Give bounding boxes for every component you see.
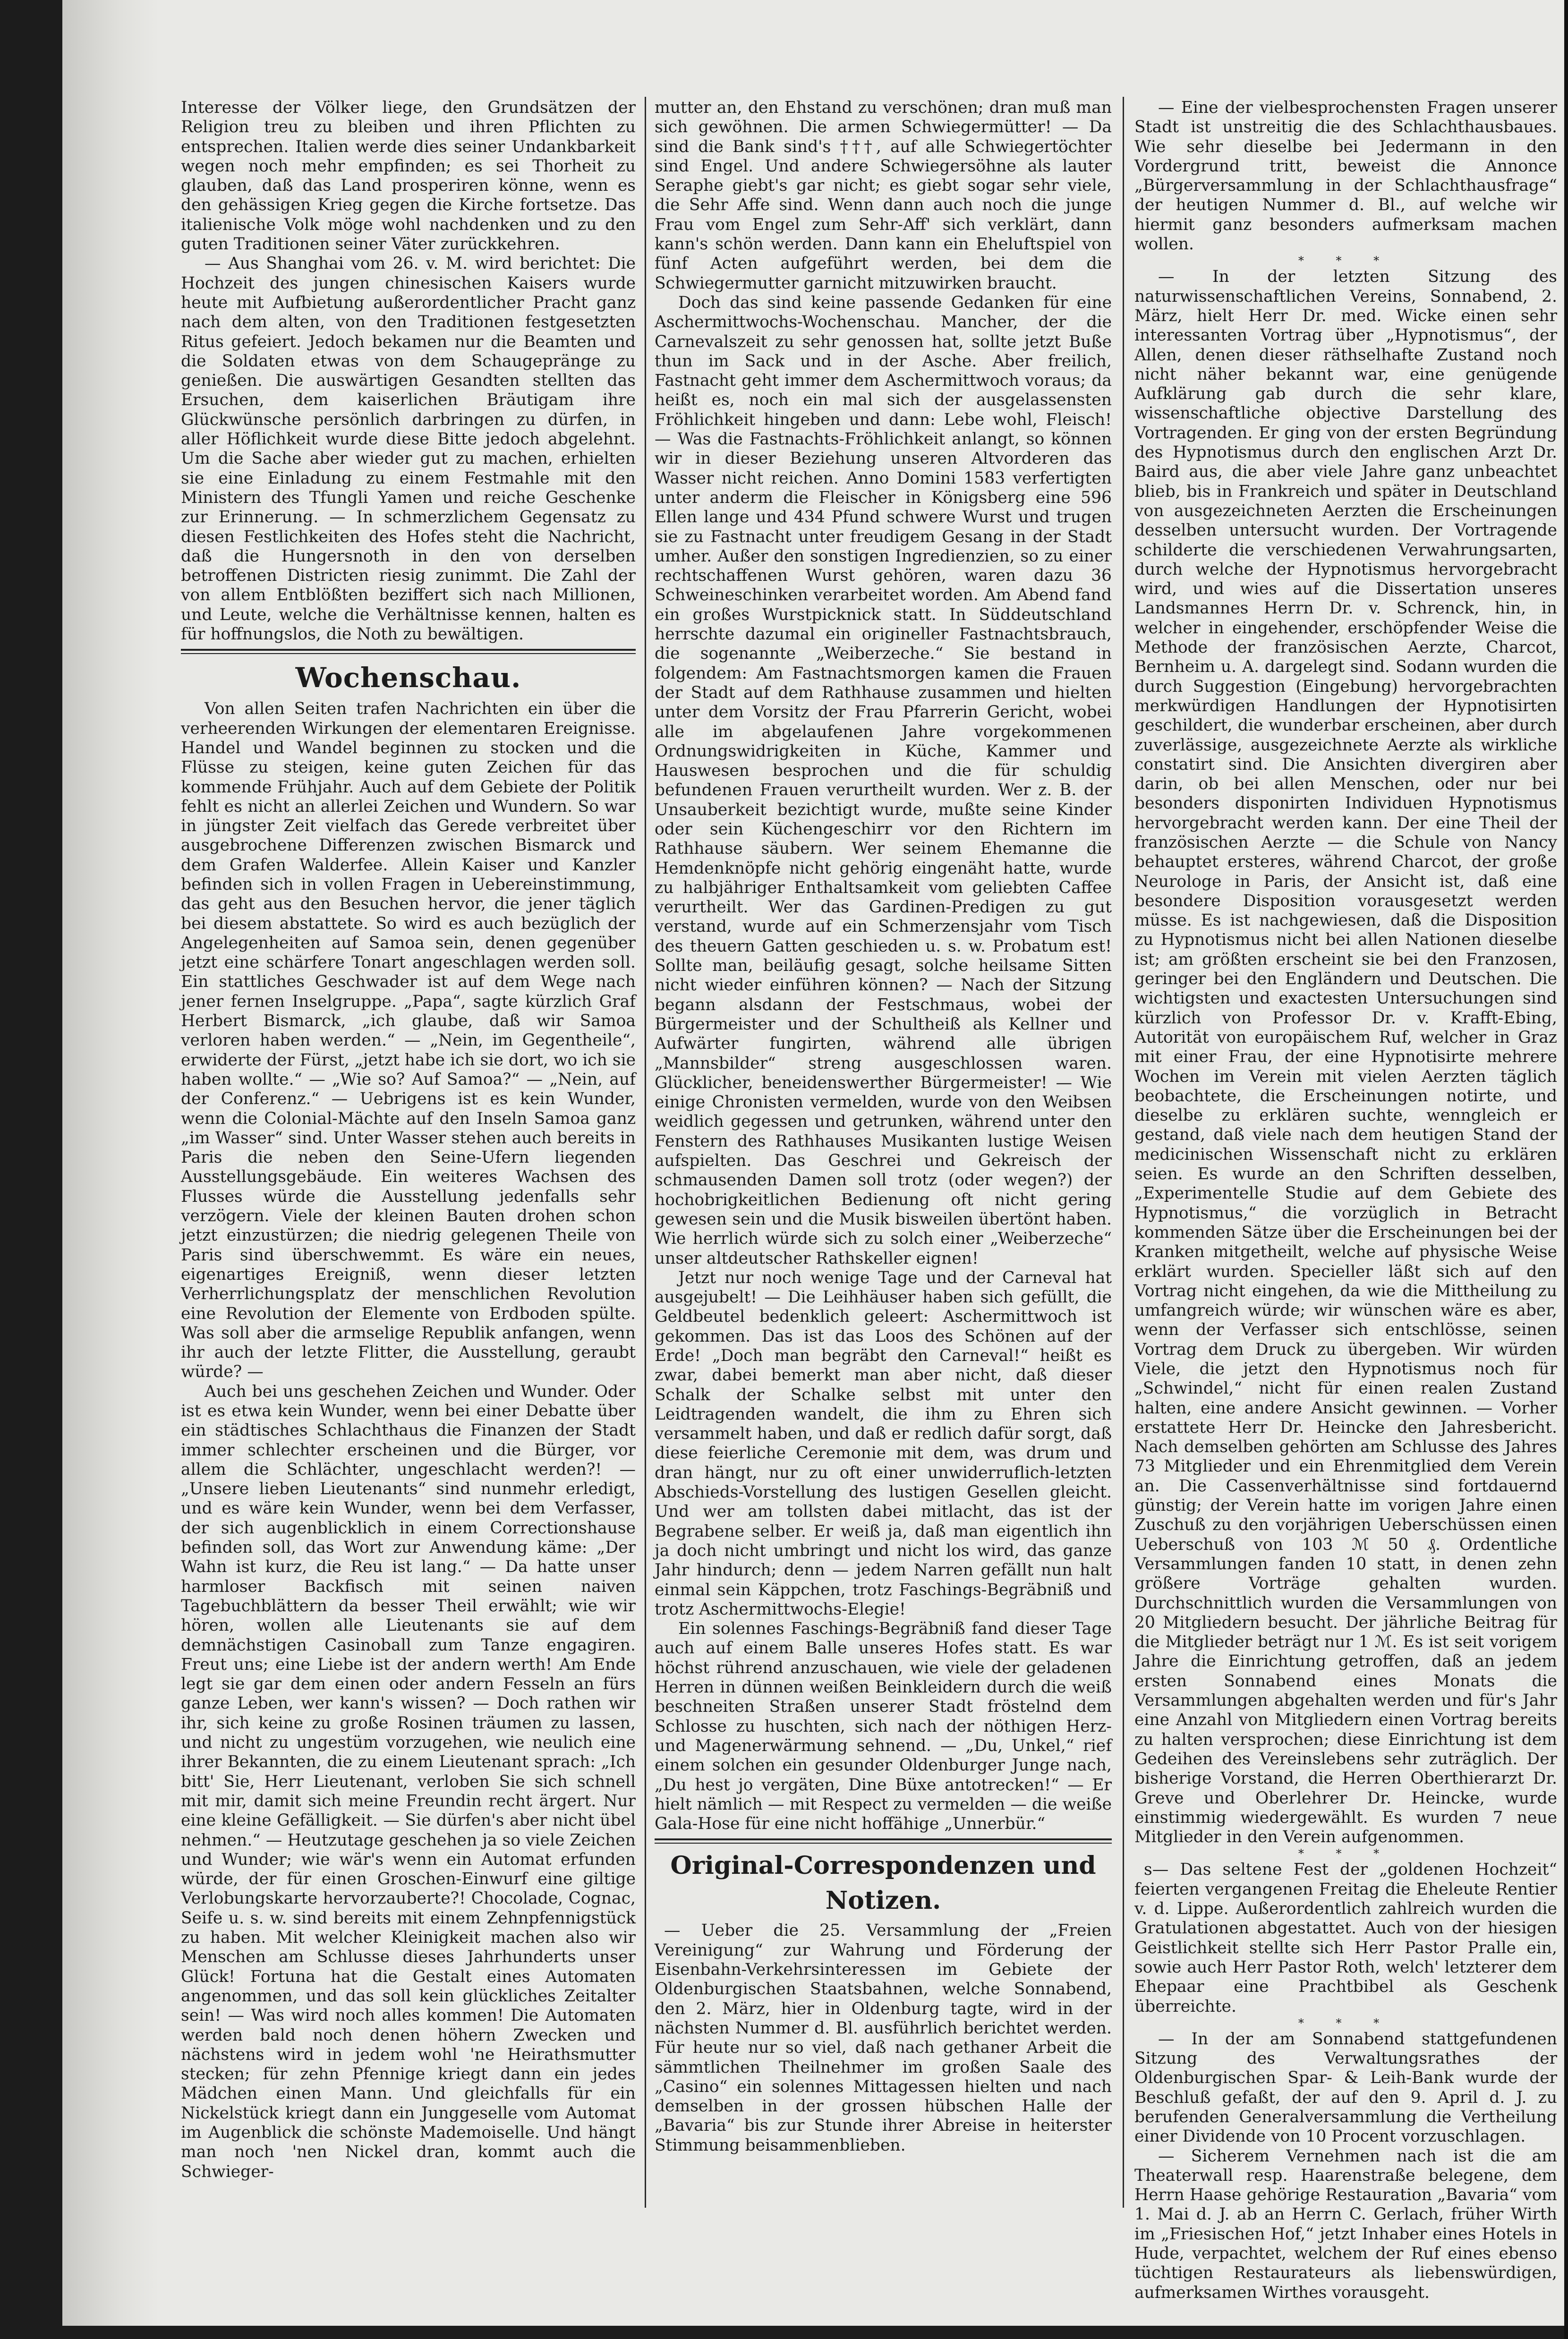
paragraph: Jetzt nur noch wenige Tage und der Carneval hat ausgejubelt! — Die Leihhäuser haben sich gefüllt, die Geldbeutel bedenklich geleert: Aschermittwoch ist gekommen. Das ist das Loos des Schönen auf der Erde! „Doch man begräbt den Carneval!“ heißt es zwar, dabei bemerkt man aber nicht, daß dieser Schalk der Schalke selbst mit unter den Leidtragenden wandelt, die ihm zu Ehren sich versammelt haben, und daß er redlich dafür sorgt, daß diese feierliche Ceremonie mit dem, was drum und dran hängt, nur zu oft einer unwiderruflich-letzten Abschieds-Vorstellung des lustigen Gesellen gleicht. Und wer am tollsten dabei mitlacht, das ist der Begrabene selber. Er weiß ja, daß man eigentlich ihn ja doch nicht umbringt und nicht los wird, das ganze Jahr hindurch; denn — jedem Narren gefällt nun halt einmal sein Käppchen, trotz Faschings-Begräbniß und trotz Aschermittwochs-Elegie! — [655, 1268, 1112, 1619]
paragraph: Doch das sind keine passende Gedanken für eine Aschermittwochs-Wochenschau. Mancher, der die Carnevalszeit zu sehr genossen hat, sollte jetzt Buße thun im Sack und in der Asche. Aber freilich, Fastnacht geht immer dem Aschermittwoch voraus; da heißt es, noch ein mal sich der ausgelassensten Fröhlichkeit hingeben und dann: Lebe wohl, Fleisch! — Was die Fastnachts-Fröhlichkeit anlangt, so können wir in dieser Beziehung unseren Altvorderen das Wasser nicht reichen. Anno Domini 1583 verfertigten unter anderm die Fleischer in Königsberg eine 596 Ellen lange und 434 Pfund schwere Wurst und trugen sie zu Fastnacht unter freudigem Gesang in der Stadt umher. Außer den sonstigen Ingredienzien, so zu einer rechtschaffenen Wurst gehören, waren dazu 36 Schweineschinken verarbeitet worden. Am Abend fand ein großes Wurstpicknick statt. In Süddeutschland herrschte dazumal ein origineller Fastnachtsbrauch, die sogenannte „Weiberzeche.“ Sie bestand in folgendem: Am Fastnachtsmorgen kamen die Frauen der Stadt auf dem Rathhause zusammen und hielten unter dem Vorsitz der Frau Pfarrerin Gericht, wobei alle im abgelaufenen Jahre vorgekommenen Ordnungswidrigkeiten in Küche, Kammer und Hauswesen besprochen und die für schuldig befundenen Frauen verurtheilt wurden. Wer z. B. der Unsauberkeit bezichtigt wurde, mußte seine Kinder oder sein Küchengeschirr vor den Richtern im Rathhause säubern. Wer seinem Ehemanne die Hemdenknöpfe nicht gehörig eingenäht hatte, wurde zu halbjähriger Enthaltsamkeit vom geliebten Caffee verurtheilt. Wer das Gardinen-Predigen zu gut verstand, wurde auf ein Schmerzensjahr vom Tisch des theuern Gatten geschieden u. s. w. Probatum est! Sollte man, beiläufig gesagt, solche heilsame Sitten nicht wieder einführen können? — Nach der Sitzung begann alsdann der Festschmaus, wobei der Bürgermeister und der Schultheiß als Kellner und Aufwärter fungirten, während alle übrigen „Mannsbilder“ streng ausgeschlossen waren. Glücklicher, beneidenswerther Bürgermeister! — Wie einige Chronisten vermelden, wurde von den Weibsen weidlich gegessen und getrunken, während unter den Fenstern des Rathhauses Musikanten lustige Weisen aufspielten. Das Geschrei und Gekreisch der schmausenden Damen soll trotz (oder wegen?) der hochobrigkeitlichen Bedienung oft nicht gering gewesen sein und die Musik bisweilen übertönt haben. Wie herrlich würde sich zu solch einer „Weiberzeche“ unser altdeutscher Rathskeller eignen! — [655, 293, 1112, 1268]
paragraph: Interesse der Völker liege, den Grundsätzen der Religion treu zu bleiben und ihren Pflichten zu entsprechen. Italien werde dies seiner Undankbarkeit wegen noch mehr empfinden; es sei Thorheit zu glauben, daß das Land prosperiren könne, wenn es den gehässigen Krieg gegen die Kirche fortsetze. Das italienische Volk möge wohl nachdenken und zu den guten Traditionen seiner Väter zurückkehren. — [181, 98, 636, 254]
paragraph: — Sicherem Vernehmen nach ist die am Theaterwall resp. Haarenstraße belegene, dem Herrn Haase gehörige Restauration „Bavaria“ vom 1. Mai d. J. ab an Herrn C. Gerlach, früher Wirth im „Friesischen Hof,“ jetzt Inhaber eines Hotels in Hude, verpachtet, welchem der Ruf eines ebenso tüchtigen Restaurateurs als liebenswürdigen, aufmerksamen Wirthes vorausgeht. — [1134, 2146, 1557, 2302]
column-rule-2 — [1123, 97, 1124, 2208]
paragraph: — In der am Sonnabend stattgefundenen Sitzung des Verwaltungsrathes der Oldenburgischen Spar- & Leih-Bank wurde der Beschluß gefaßt, der auf den 9. April d. J. zu berufenden Generalversammlung die Vertheilung einer Dividende von 10 Procent vorzuschlagen. — [1134, 2029, 1557, 2146]
section-rule — [655, 1838, 1112, 1844]
column-rule-1 — [645, 97, 646, 2208]
section-heading-correspondenzen: Original-Correspondenzen und Notizen. — [670, 1851, 1096, 1915]
section-heading-wochenschau: Wochenschau. — [295, 662, 521, 694]
separator-stars: * * * — [1298, 254, 1394, 268]
paragraph: Ein solennes Faschings-Begräbniß fand dieser Tage auch auf einem Balle unseres Hofes statt. Es war höchst rührend anzuschauen, wie viele der geladenen Herren in dünnen weißen Beinkleidern durch die weiß beschneiten Straßen unserer Stadt fröstelnd dem Schlosse zu huschten, sich nach der nöthigen Herz- und Magenerwärmung sehnend. — „Du, Unkel,“ rief einem solchen ein gesunder Oldenburger Junge nach, „Du hest jo vergäten, Dine Büxe antotrecken!“ — Er hielt nämlich — mit Respect zu vermelden — die weiße Gala-Hose für eine nicht hoffähige „Unnerbür.“ — [655, 1619, 1112, 1834]
page-gutter-shadow — [62, 0, 159, 2326]
paragraph: — Ueber die 25. Versammlung der „Freien Vereinigung“ zur Wahrung und Förderung der Eisenbahn-Verkehrsinteressen im Gebiete der Oldenburgischen Staatsbahnen, welche Sonnabend, den 2. März, hier in Oldenburg tagte, wird in der nächsten Nummer d. Bl. ausführlich berichtet werden. Für heute nur so viel, daß nach gethaner Arbeit die sämmtlichen Theilnehmer im großen Saale des „Casino“ ein solennes Mittagessen hielten und nach demselben in der grossen hübschen Halle der „Bavaria“ bis zur Stunde ihrer Abreise in heiterster Stimmung beisammenblieben. — [655, 1921, 1112, 2155]
paragraph: s— Das seltene Fest der „goldenen Hochzeit“ feierten vergangenen Freitag die Eheleute Rentier v. d. Lippe. Außerordentlich zahlreich wurden die Gratulationen abgestattet. Auch von der hiesigen Geistlichkeit stellte sich Herr Pastor Pralle ein, sowie auch Herr Pastor Roth, welch' letzterer dem Ehepaar eine Prachtbibel als Geschenk überreichte. — [1134, 1860, 1557, 2016]
column-2 — [655, 98, 1112, 2233]
column-3 — [1134, 98, 1557, 2302]
scan-edge — [1564, 0, 1568, 2339]
column-1 — [181, 98, 636, 2233]
separator-stars: * * * — [1298, 2016, 1394, 2030]
paragraph: Auch bei uns geschehen Zeichen und Wunder. Oder ist es etwa kein Wunder, wenn bei einer Debatte über ein städtisches Schlachthaus die Finanzen der Stadt immer schlechter erscheinen und die Bürger, vor allem die Schlächter, ungeschlacht werden?! — „Unsere lieben Lieutenants“ sind nunmehr erledigt, und es wäre kein Wunder, wenn bei dem Verfasser, der sich augenblicklich in einem Correctionshause befinden soll, das Wort zur Anwendung käme: „Der Wahn ist kurz, die Reu ist lang.“ — Da hatte unser harmloser Backfisch mit seinen naiven Tagebuchblättern da besser Theil erwählt; wie wir hören, wollen alle Lieutenants sie auf dem demnächstigen Casinoball zum Tanze engagiren. Freut uns; eine Liebe ist der andern werth! Am Ende legt sie gar dem einen oder andern Fesseln an fürs ganze Leben, wer kann's wissen? — Doch rathen wir ihr, sich keine zu große Rosinen träumen zu lassen, und nicht zu ungestüm vorzugehen, wie neulich eine ihrer Bekannten, die zu einem Lieutenant sprach: „Ich bitt' Sie, Herr Lieutenant, verloben Sie sich schnell mit mir, damit sich meine Freundin recht ärgert. Nur eine kleine Gefälligkeit. — Sie dürfen's aber nicht übel nehmen.“ — Heutzutage geschehen ja so viele Zeichen und Wunder; wie wär's wenn ein Automat erfunden würde, der für einen Groschen-Einwurf eine giltige Verlobungskarte hervorzauberte?! Chocolade, Cognac, Seife u. s. w. sind bereits mit einem Zehnpfennigstück zu haben. Mit welcher Kleinigkeit machen also wir Menschen am Schlusse dieses Jahrhunderts unser Glück! Fortuna hat die Gestalt eines Automaten angenommen, und das soll kein glückliches Zeitalter sein! — Was wird noch alles kommen! Die Automaten werden bald noch denen höhern Zwecken und nächstens wird in jedem wohl 'ne Heirathsmutter stecken; für zehn Pfennige kriegt dann ein jedes Mädchen einen Mann. Und gleichfalls für ein Nickelstück kriegt dann ein Junggeselle vom Automat im Augenblick die schönste Mademoiselle. Und hängt man noch 'nen Nickel dran, kommt auch die Schwieger- — [181, 1382, 636, 2181]
paragraph: — Eine der vielbesprochensten Fragen unserer Stadt ist unstreitig die des Schlachthausbaues. Wie sehr dieselbe bei Jedermann in den Vordergrund tritt, beweist die Annonce „Bürgerversammlung in der Schlachthausfrage“ der heutigen Nummer d. Bl., auf welche wir hiermit ganz besonders aufmerksam machen wollen. — [1134, 98, 1557, 254]
paragraph: — Aus Shanghai vom 26. v. M. wird berichtet: Die Hochzeit des jungen chinesischen Kaisers wurde heute mit Aufbietung außerordentlicher Pracht ganz nach dem alten, von den Traditionen festgesetzten Ritus gefeiert. Jedoch bekamen nur die Beamten und die Soldaten etwas von dem Schaugepränge zu genießen. Die auswärtigen Gesandten stellten das Ersuchen, dem kaiserlichen Bräutigam ihre Glückwünsche persönlich darbringen zu dürfen, in aller Höflichkeit wurde diese Bitte jedoch abgelehnt. Um die Sache aber wieder gut zu machen, erhielten sie eine Einladung zu einem Festmahle mit den Ministern des Tfungli Yamen und reiche Geschenke zur Erinnerung. — In schmerzlichem Gegensatz zu diesen Festlichkeiten des Hofes steht die Nachricht, daß die Hungersnoth in den von derselben betroffenen Districten riesig zunimmt. Die Zahl der von allem Entblößten beziffert sich nach Millionen, und Leute, welche die Verhältnisse kennen, halten es für hoffnungslos, die Noth zu bewältigen. — [181, 254, 636, 644]
paragraph: mutter an, den Ehstand zu verschönen; dran muß man sich gewöhnen. Die armen Schwiegermütter! — Da sind die Bank sind's †††, auf alle Schwiegertöchter sind Engel. Und andere Schwiegersöhne als lauter Seraphe giebt's gar nicht; es giebt sogar sehr viele, die Sehr Affe sind. Wenn dann auch noch die junge Frau vom Engel zum Sehr-Aff' sich verklärt, dann kann's schön werden. Dann kann ein Eheluftspiel von fünf Acten aufgeführt werden, bei dem die Schwiegermutter garnicht mitzuwirken braucht. — [655, 98, 1112, 293]
paragraph: Von allen Seiten trafen Nachrichten ein über die verheerenden Wirkungen der elementaren Ereignisse. Handel und Wandel beginnen zu stocken und die Flüsse zu steigen, keine guten Zeichen für das kommende Frühjahr. Auch auf dem Gebiete der Politik fehlt es nicht an allerlei Zeichen und Wundern. So war in jüngster Zeit vielfach das Gerede verbreitet über ausgebrochene Differenzen zwischen Bismarck und dem Grafen Walderfee. Allein Kaiser und Kanzler befinden sich in vollen Fragen in Uebereinstimmung, das geht aus den Besuchen hervor, die jener täglich bei diesem abstattete. So wird es auch bezüglich der Angelegenheiten auf Samoa sein, denen gegenüber jetzt eine schärfere Tonart angeschlagen werden soll. Ein stattliches Geschwader ist auf dem Wege nach jener fernen Inselgruppe. „Papa“, sagte kürzlich Graf Herbert Bismarck, „ich glaube, daß wir Samoa verloren haben werden.“ — „Nein, im Gegentheile“, erwiderte der Fürst, „jetzt habe ich sie dort, wo ich sie haben wollte.“ — „Wie so? Auf Samoa?“ — „Nein, auf der Conferenz.“ — Uebrigens ist es kein Wunder, wenn die Colonial-Mächte auf den Inseln Samoa ganz „im Wasser“ sind. Unter Wasser stehen auch bereits in Paris die neben den Seine-Ufern liegenden Ausstellungsgebäude. Ein weiteres Wachsen des Flusses würde die Ausstellung jedenfalls sehr verzögern. Viele der kleinen Bauten drohen schon jetzt einzustürzen; die niedrig gelegenen Theile von Paris sind überschwemmt. Es wäre ein neues, eigenartiges Ereigniß, wenn dieser letzten Verherrlichungsplatz der menschlichen Revolution eine Revolution der Elemente von Erdboden spülte. Was soll aber die armselige Republik anfangen, wenn ihr auch der letzte Flitter, die Ausstellung, geraubt würde? — — [181, 699, 636, 1382]
section-rule — [181, 649, 636, 654]
separator-stars: * * * — [1298, 1847, 1394, 1861]
paragraph: — In der letzten Sitzung des naturwissenschaftlichen Vereins, Sonnabend, 2. März, hielt Herr Dr. med. Wicke einen sehr interessanten Vortrag über „Hypnotismus“, der Allen, denen dieser räthselhafte Zustand noch nicht näher bekannt war, eine genügende Aufklärung gab durch die sehr klare, wissenschaftliche objective Darstellung des Vortragenden. Er ging von der ersten Begründung des Hypnotismus durch den englischen Arzt Dr. Baird aus, die aber viele Jahre ganz unbeachtet blieb, bis in Frankreich und später in Deutschland von ausgezeichneten Aerzten die Erscheinungen desselben untersucht wurden. Der Vortragende schilderte die verschiedenen Verwahrungsarten, durch welche der Hypnotismus hervorgebracht wird, und wies auf die Dissertation unseres Landsmannes Herrn Dr. v. Schrenck, hin, in welcher in eingehender, erschöpfender Weise die Methode der französischen Aerzte, Charcot, Bernheim u. A. dargelegt sind. Sodann wurden die durch Suggestion (Eingebung) hervorgebrachten merkwürdigen Handlungen der Hypnotisirten geschildert, die wunderbar erscheinen, aber durch zuverlässige, ausgezeichnete Aerzte als wirkliche constatirt sind. Die Ansichten divergiren aber darin, ob bei allen Menschen, oder nur bei besonders disponirten Individuen Hypnotismus hervorgebracht werden kann. Der eine Theil der französischen Aerzte — die Schule von Nancy behauptet ersteres, während Charcot, der große Neurologe in Paris, der Ansicht ist, daß eine besondere Disposition vorausgesetzt werden müsse. Es ist nachgewiesen, daß die Disposition zu Hypnotismus nicht bei allen Nationen dieselbe ist; am größten erscheint sie bei den Franzosen, geringer bei den Engländern und Deutschen. Die wichtigsten und exactesten Untersuchungen sind kürzlich von Professor Dr. v. Krafft-Ebing, Autorität von europäischem Ruf, welcher in Graz mit einer Frau, der eine Hypnotisirte mehrere Wochen im Verein mit vielen Aerzten täglich beobachtete, die Erscheinungen notirte, und dieselbe zu erklären suchte, wenngleich er gestand, daß viele nach dem heutigen Stand der medicinischen Wissenschaft nicht zu erklären seien. Es wurde an den Schriften desselben, „Experimentelle Studie auf dem Gebiete des Hypnotismus,“ die vorzüglich in Betracht kommenden Sätze über die Erscheinungen bei der Kranken mitgetheilt, welche auf physische Weise erklärt wurden. Specieller läßt sich auf den Vortrag nicht eingehen, da wie die Mittheilung zu umfangreich würde; wir wünschen wäre es aber, wenn der Verfasser sich entschlösse, seinen Vortrag dem Druck zu übergeben. Wir würden Viele, die jetzt den Hypnotismus noch für „Schwindel,“ nicht für einen realen Zustand halten, eine andere Ansicht gewinnen. — Vorher erstattete Herr Dr. Heincke den Jahresbericht. Nach demselben gehörten am Schlusse des Jahres 73 Mitglieder und ein Ehrenmitglied dem Verein an. Die Cassenverhältnisse sind fortdauernd günstig; der Verein hatte im vorigen Jahre einen Zuschuß zu den vorjährigen Ueberschüssen einen Ueberschuß von 103 ℳ 50 ₰. Ordentliche Versammlungen fanden 10 statt, in denen zehn größere Vorträge gehalten wurden. Durchschnittlich wurden die Versammlungen von 20 Mitgliedern besucht. Der jährliche Beitrag für die Mitglieder beträgt nur 1 ℳ. Es ist seit vorigem Jahre die Einrichtung getroffen, daß an jedem ersten Sonnabend eines Monats die Versammlungen abgehalten werden und für's Jahr eine Anzahl von Mitgliedern einen Vortrag bereits zu halten versprochen; diese Einrichtung ist dem Gedeihen des Vereinslebens sehr zuträglich. Der bisherige Vorstand, die Herren Oberthierarzt Dr. Greve und Oberlehrer Dr. Heincke, wurde einstimmig wiedergewählt. Es wurden 7 neue Mitglieder in den Verein aufgenommen. — [1134, 267, 1557, 1847]
